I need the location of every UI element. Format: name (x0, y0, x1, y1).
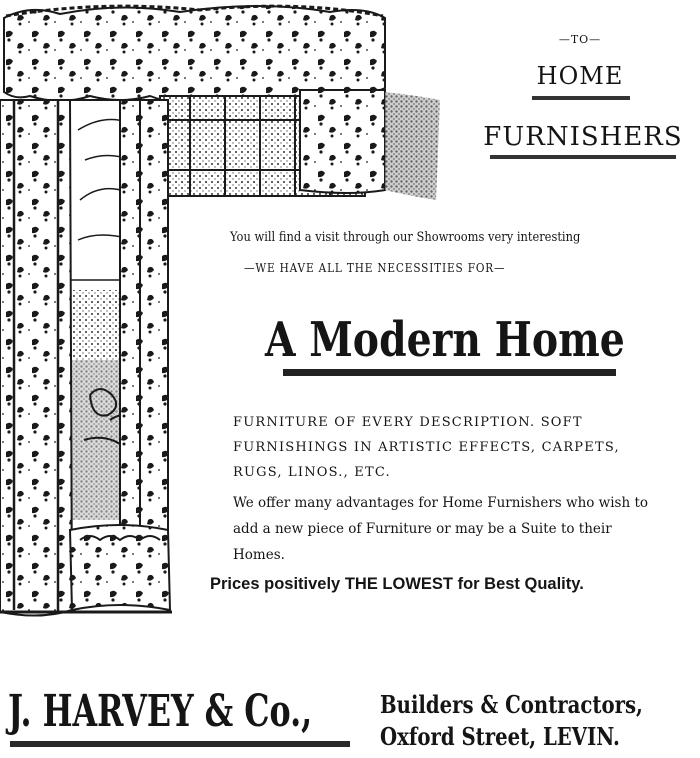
prices-emphasis: THE LOWEST (344, 575, 453, 593)
furniture-paragraph: FURNITURE OF EVERY DESCRIPTION. SOFT FURNISHINGS IN ARTISTIC EFFECTS, CARPETS, RUGS, LINOS., ETC. (233, 415, 620, 480)
home-underline (532, 96, 630, 100)
headline-underline (283, 369, 616, 376)
builders-text: Builders & Contractors, (380, 690, 643, 719)
necessities-line: —WE HAVE ALL THE NECESSITIES FOR— (244, 260, 506, 275)
prices-end: for Best Quality. (453, 575, 584, 593)
offer-paragraph: We offer many advantages for Home Furnishers who wish to add a new piece of Furniture or may be a Suite to their Homes. (233, 495, 649, 563)
company-name (8, 686, 430, 737)
heading-furnishers: FURNISHERS (483, 122, 683, 152)
address-line (380, 722, 673, 751)
prices-line (210, 575, 690, 594)
heading-home: HOME (536, 62, 624, 90)
company-name-text: J. HARVEY & Co., (8, 686, 313, 737)
headline-text: A Modern Home (265, 312, 625, 368)
address-text: Oxford Street, LEVIN. (380, 722, 620, 751)
modern-home-headline (265, 312, 625, 368)
prices-start: Prices positively (210, 575, 345, 593)
visit-text (230, 230, 655, 245)
visit-line: You will find a visit through our Showrooms very interesting (230, 230, 581, 245)
furnishers-underline (490, 155, 676, 159)
company-underline (10, 741, 350, 747)
heading-to: —TO— (558, 33, 602, 46)
necessities-text (244, 260, 644, 275)
builders-line (380, 690, 700, 719)
